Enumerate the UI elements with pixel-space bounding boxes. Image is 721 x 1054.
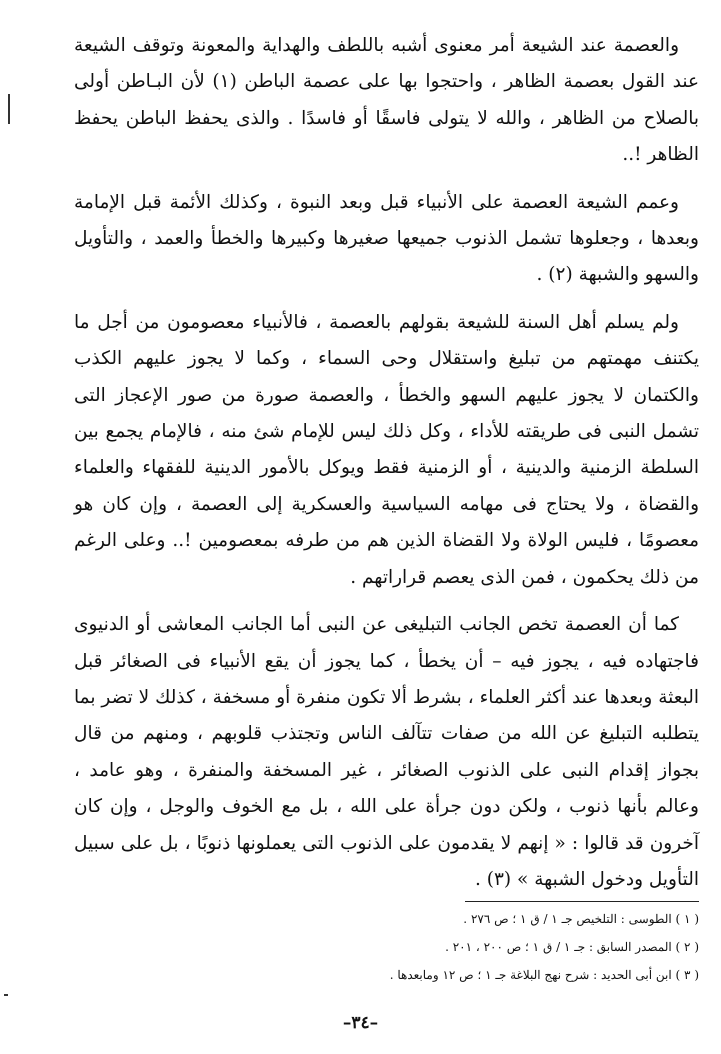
page-number: –٣٤–: [342, 1013, 379, 1033]
footnote-divider: [465, 901, 699, 902]
paragraph: ولم يسلم أهل السنة للشيعة بقولهم بالعصمة ، فالأنبياء معصومون من أجل ما يكتنف مهمتهم من تبليغ واستقلال وحى السماء ، وكما لا يجوز عليهم الكذب والكتمان لا يجوز عليهم السهو والخطأ ، والعصمة صورة من صور الإعجاز التى تشمل النبى فى طريقته للأداء ، وكل ذلك ليس للإمام شئ منه ، فالإمام يجمع بين السلطة الزمنية والدينية ، أو الزمنية فقط ويوكل بالأمور الدينية للفقهاء والعلماء والقضاة ، ولا يحتاج فى مهامه السياسية والعسكرية إلى العصمة ، وإن كان هو معصومًا ، فليس الولاة ولا القضاة الذين هم من طرفه بمعصومين !.. وعلى الرغم من ذلك يحكمون ، فمن الذى يعصم قراراتهم .: [74, 311, 699, 588]
scan-edge-mark: [8, 94, 10, 124]
scan-edge-mark: [4, 994, 8, 996]
footnote: ( ٣ ) ابن أبى الحديد : شرح نهج البلاغة جـ ١ ؛ ص ١٢ ومابعدها .: [389, 968, 699, 982]
footnote: ( ١ ) الطوسى : التلخيص جـ ١ / ق ١ ؛ ص ٢٧٦ .: [463, 912, 699, 926]
paragraph: والعصمة عند الشيعة أمر معنوى أشبه باللطف والهداية والمعونة وتوقف الشيعة عند القول بعصمة الظاهر ، واحتجوا بها على عصمة الباطن (١) لأن البـاطن أولى بالصلاح من الظاهر ، والله لا يتولى فاسقًا أو فاسدًا . والذى يحفظ الباطن يحفظ الظاهر !..: [74, 35, 699, 166]
main-text: [74, 28, 699, 909]
paragraph: وعمم الشيعة العصمة على الأنبياء قبل وبعد النبوة ، وكذلك الأئمة قبل الإمامة وبعدها ، وجعلوها تشمل الذنوب جميعها صغيرها وكبيرها والخطأ والعمد ، والتأويل والسهو والشبهة (٢) .: [74, 191, 699, 286]
paragraph: كما أن العصمة تخص الجانب التبليغى عن النبى أما الجانب المعاشى أو الدنيوى فاجتهاده فيه ، يجوز فيه – أن يخطأ ، كما يجوز أن يقع الأنبياء فى الصغائر قبل البعثة وبعدها عند أكثر العلماء ، بشرط ألا تكون منفرة أو مسخفة ، كذلك لا تضر بما يتطلبه التبليغ عن الله من صفات تتآلف الناس وتجتذب قلوبهم ، ومنهم من قال بجواز إقدام النبى على الذنوب الصغائر ، غير المسخفة والمنفرة ، وهو عامد ، وعالم بأنها ذنوب ، ولكن دون جرأة على الله ، بل مع الخوف والوجل ، وإن كان آخرون قد قالوا : « إنهم لا يقدمون على الذنوب التى يعملونها ذنوبًا ، بل على سبيل التأويل ودخول الشبهة » (٣) .: [74, 614, 699, 890]
footnote: ( ٢ ) المصدر السابق : جـ ١ / ق ١ ؛ ص ٢٠٠ ، ٢٠١ .: [445, 940, 699, 954]
footnotes: [150, 905, 699, 989]
